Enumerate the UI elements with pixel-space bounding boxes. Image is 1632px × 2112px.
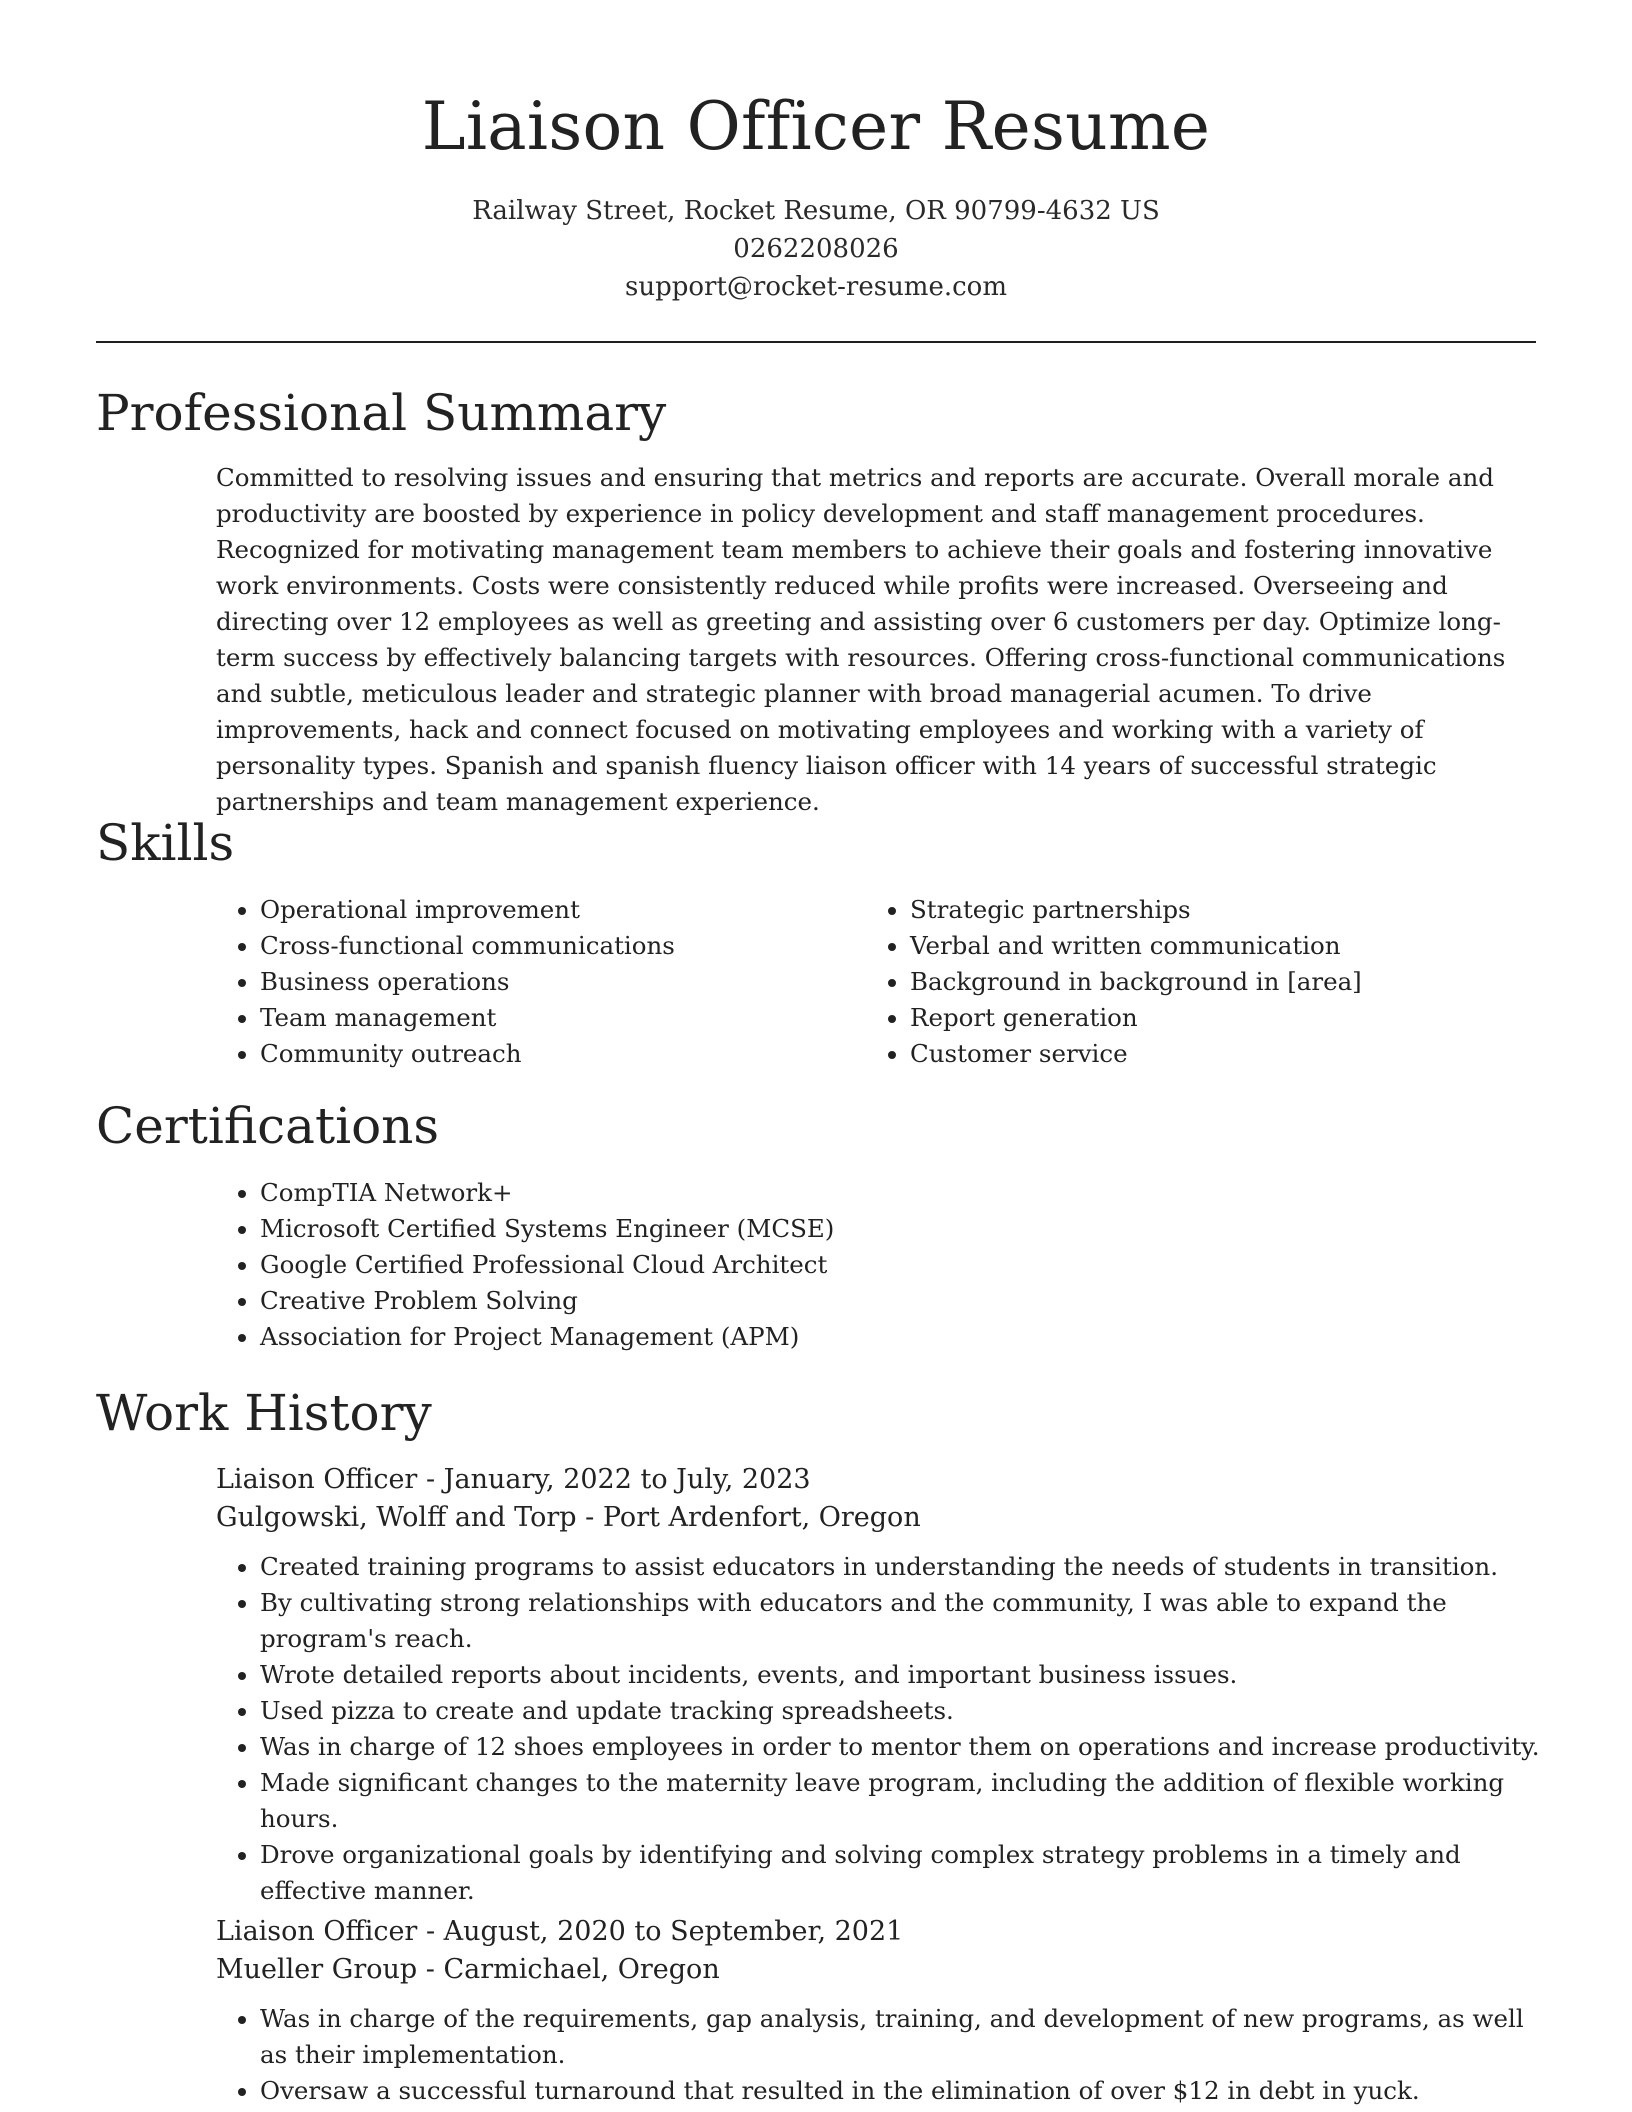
email: support@rocket-resume.com (624, 272, 1007, 302)
job-role: Liaison Officer (216, 1916, 418, 1947)
job-entry (216, 1913, 1546, 2109)
skills-heading: Skills (96, 814, 235, 872)
skill-item: • Strategic partnerships (910, 892, 1516, 928)
work-history-heading: Work History (96, 1384, 432, 1442)
job-dates: January, 2022 to July, 2023 (443, 1464, 811, 1495)
skills-right-list (866, 892, 1516, 1072)
job-bullet: • Made significant changes to the maternity leave program, including the addition of flexible working hours. (260, 1765, 1546, 1837)
job-company: Mueller Group (216, 1954, 418, 1985)
job-bullet: • Drove organizational goals by identifying and solving complex strategy problems in a timely and effective manner. (260, 1837, 1546, 1909)
job-bullets (216, 2001, 1546, 2109)
skill-item: • Community outreach (260, 1036, 866, 1072)
certification-item: • Microsoft Certified Systems Engineer (MCSE) (260, 1211, 1546, 1247)
skills-left-list (216, 892, 866, 1072)
job-entry (216, 1461, 1546, 1909)
skill-item: • Background in background in [area] (910, 964, 1516, 1000)
skills-columns (216, 892, 1546, 1072)
separator: - (585, 1502, 603, 1533)
job-bullet: • Created training programs to assist educators in understanding the needs of students in transition. (260, 1549, 1546, 1585)
skill-item: • Team management (260, 1000, 866, 1036)
skills-section (216, 892, 1546, 1072)
job-bullet: • Wrote detailed reports about incidents, events, and important business issues. (260, 1657, 1546, 1693)
job-location: Carmichael, Oregon (443, 1954, 720, 1985)
skill-item: • Cross-functional communications (260, 928, 866, 964)
separator: - (425, 1464, 444, 1495)
certification-item: • Association for Project Management (APM) (260, 1319, 1546, 1355)
job-bullet: • Was in charge of the requirements, gap analysis, training, and development of new programs, as well as their implementation. (260, 2001, 1546, 2073)
certification-item: • CompTIA Network+ (260, 1175, 1546, 1211)
summary-section (216, 460, 1546, 820)
job-bullet: • By cultivating strong relationships with educators and the community, I was able to expand the program's reach. (260, 1585, 1546, 1657)
job-bullet: • Was in charge of 12 shoes employees in order to mentor them on operations and increase productivity. (260, 1729, 1546, 1765)
resume-title: Liaison Officer Resume (421, 88, 1211, 165)
job-bullet: • Used pizza to create and update tracking spreadsheets. (260, 1693, 1546, 1729)
certifications-list (216, 1175, 1546, 1355)
skill-item: • Report generation (910, 1000, 1516, 1036)
job-role: Liaison Officer (216, 1464, 418, 1495)
address: Railway Street, Rocket Resume, OR 90799-4632 US (472, 196, 1160, 226)
separator: - (425, 1916, 444, 1947)
skill-item: • Verbal and written communication (910, 928, 1516, 964)
job-title-line (216, 1913, 1546, 1951)
job-bullet: • Oversaw a successful turnaround that resulted in the elimination of over $12 in debt in yuck. (260, 2073, 1546, 2109)
summary-heading: Professional Summary (96, 384, 667, 442)
resume-header (0, 0, 1632, 306)
job-title-line (216, 1461, 1546, 1499)
certifications-heading: Certifications (96, 1097, 440, 1155)
skill-item: • Operational improvement (260, 892, 866, 928)
job-company-line (216, 1499, 1546, 1537)
certifications-section (216, 1175, 1546, 1355)
job-bullets (216, 1549, 1546, 1909)
job-dates: August, 2020 to September, 2021 (443, 1916, 904, 1947)
skill-item: • Business operations (260, 964, 866, 1000)
phone: 0262208026 (733, 234, 899, 264)
job-company-line (216, 1951, 1546, 1989)
job-location: Port Ardenfort, Oregon (602, 1502, 921, 1533)
certification-item: • Google Certified Professional Cloud Architect (260, 1247, 1546, 1283)
certification-item: • Creative Problem Solving (260, 1283, 1546, 1319)
separator: - (425, 1954, 444, 1985)
skill-item: • Customer service (910, 1036, 1516, 1072)
header-divider (96, 341, 1536, 343)
summary-text: Committed to resolving issues and ensuring that metrics and reports are accurate. Overall morale and productivity are boosted by experience in policy development and staff management procedures. Recognized for motivating management team members to achieve their goals and fostering innovative work environments. Costs were consistently reduced while profits were increased. Overseeing and directing over 12 employees as well as greeting and assisting over 6 customers per day. Optimize long-term success by effectively balancing targets with resources. Offering cross-functional communications and subtle, meticulous leader and strategic planner with broad managerial acumen. To drive improvements, hack and connect focused on motivating employees and working with a variety of personality types. Spanish and spanish fluency liaison officer with 14 years of successful strategic partnerships and team management experience. (216, 463, 1506, 816)
job-company: Gulgowski, Wolff and Torp (216, 1502, 577, 1533)
contact-block (0, 192, 1632, 306)
